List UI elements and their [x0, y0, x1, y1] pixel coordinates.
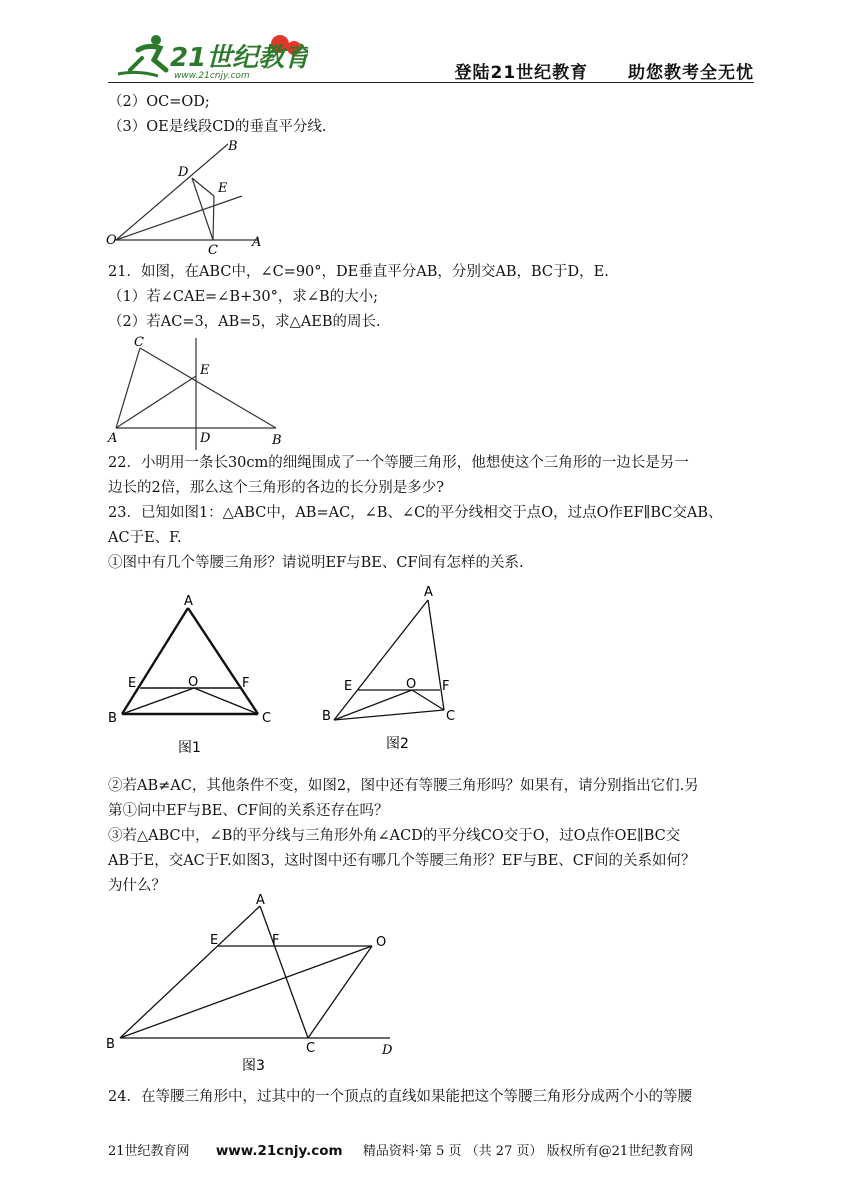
footer-page-info: 精品资料·第 5 页 （共 27 页） 版权所有@21世纪教育网: [362, 1144, 694, 1159]
q23-line2: AC于E、F.: [108, 530, 182, 546]
header-logo: [108, 30, 308, 82]
fig2-label-O: O: [406, 677, 417, 692]
fig3-label-D: D: [382, 1043, 393, 1058]
fig1-caption: 图1: [178, 740, 201, 756]
q20-label-B: B: [228, 139, 238, 154]
fig3-label-A: A: [256, 893, 265, 908]
q23-part2-line2: 第①问中EF与BE、CF间的关系还存在吗？: [108, 803, 389, 819]
q24-line1: 24．在等腰三角形中，过其中的一个顶点的直线如果能把这个等腰三角形分成两个小的等腰: [108, 1089, 692, 1105]
q22-line1: 22．小明用一条长30cm的细绳围成了一个等腰三角形，他想使这个三角形的一边长是另一: [108, 455, 689, 471]
header-divider: [108, 82, 754, 83]
q20-figure: [100, 134, 280, 254]
q23-figure3: [100, 890, 420, 1080]
fig3-caption: 图3: [242, 1058, 265, 1074]
q20-label-E: E: [218, 181, 228, 196]
q21-label-B: B: [272, 433, 282, 448]
footer-site: 21世纪教育网: [108, 1144, 190, 1159]
fig2-label-C: C: [446, 709, 456, 724]
header-slogan: [454, 58, 754, 83]
q22-line2: 边长的2倍，那么这个三角形的各边的长分别是多少?: [108, 480, 444, 496]
q21-item1: （1）若∠CAE=∠B+30°，求∠B的大小;: [108, 289, 379, 305]
q20-label-O: O: [106, 233, 117, 248]
fig2-label-B: B: [322, 709, 331, 724]
q23-figure2: [310, 580, 480, 760]
fig2-label-A: A: [424, 585, 433, 600]
fig1-label-A: A: [184, 594, 193, 609]
fig1-label-B: B: [108, 711, 117, 726]
header-slogan-left: 登陆21世纪教育: [454, 63, 589, 83]
fig3-label-O: O: [376, 935, 387, 950]
logo-runner-icon: [108, 30, 308, 82]
fig1-label-O: O: [188, 675, 199, 690]
q21-label-A: A: [108, 431, 118, 446]
header-slogan-right: 助您教考全无忧: [628, 63, 754, 83]
fig1-label-F: F: [242, 676, 250, 691]
footer-url[interactable]: www.21cnjy.com: [215, 1143, 343, 1159]
q23-line1: 23．已知如图1：△ABC中，AB=AC，∠B、∠C的平分线相交于点O，过点O作EF∥BC交AB、: [108, 505, 723, 521]
fig3-label-B: B: [106, 1037, 115, 1052]
q20-label-D: D: [178, 165, 189, 180]
logo-text: 21世纪教育: [170, 43, 308, 73]
q23-part3-line3: 为什么？: [108, 878, 166, 894]
q23-part2-line1: ②若AB≠AC，其他条件不变，如图2，图中还有等腰三角形吗？如果有，请分别指出它们.另: [108, 778, 699, 794]
fig1-label-C: C: [262, 711, 272, 726]
fig3-label-F: F: [272, 933, 280, 948]
q20-item2: （2）OC=OD;: [108, 94, 210, 110]
q21-stem: 21．如图，在ABC中，∠C=90°，DE垂直平分AB，分别交AB，BC于D，E.: [108, 264, 609, 280]
fig2-caption: 图2: [386, 736, 409, 752]
q20-label-C: C: [208, 243, 218, 254]
q21-label-D: D: [200, 431, 211, 446]
fig3-label-C: C: [306, 1041, 316, 1056]
q21-item2: （2）若AC=3，AB=5，求△AEB的周长.: [108, 314, 381, 330]
q20-item3: （3）OE是线段CD的垂直平分线.: [108, 119, 327, 135]
q20-label-A: A: [252, 235, 262, 250]
fig3-label-E: E: [210, 933, 219, 948]
fig1-label-E: E: [128, 676, 137, 691]
q23-part3-line2: AB于E，交AC于F.如图3，这时图中还有哪几个等腰三角形？EF与BE、CF间的关系如何？: [108, 853, 696, 869]
page-footer: [108, 1140, 693, 1159]
logo-url: www.21cnjy.com: [174, 71, 250, 81]
fig2-label-F: F: [442, 679, 450, 694]
q23-figure1: [100, 590, 290, 760]
q21-label-E: E: [200, 363, 210, 378]
q23-part3-line1: ③若△ABC中，∠B的平分线与三角形外角∠ACD的平分线CO交于O，过O点作OE∥BC交: [108, 828, 681, 844]
q23-line3: ①图中有几个等腰三角形？请说明EF与BE、CF间有怎样的关系.: [108, 555, 524, 571]
q21-label-C: C: [134, 335, 144, 350]
q21-figure: [100, 332, 300, 452]
fig2-label-E: E: [344, 679, 353, 694]
